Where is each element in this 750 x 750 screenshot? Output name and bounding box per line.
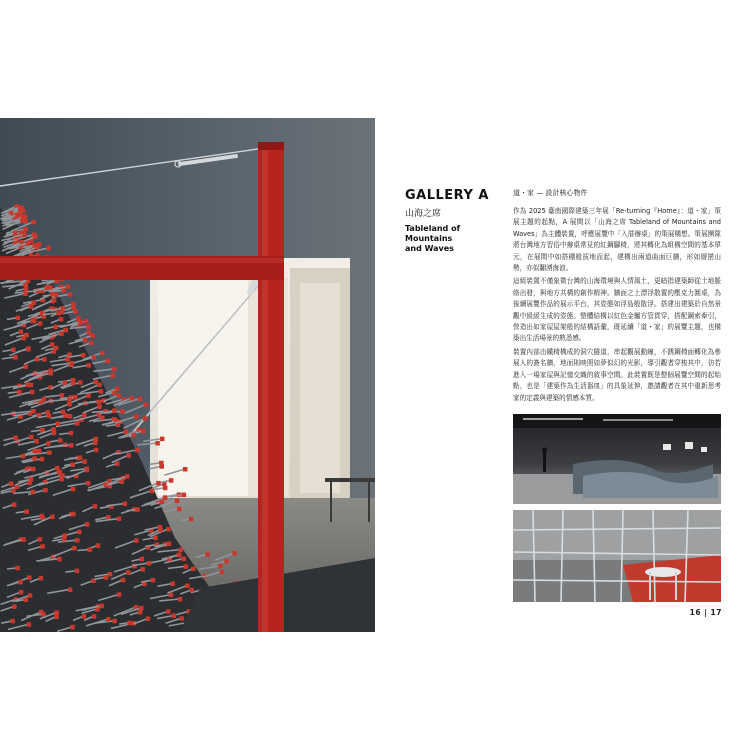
exhibition-hall-photo xyxy=(513,414,721,504)
gallery-name-en: Tableland of Mountains and Waves xyxy=(405,224,461,253)
gallery-heading xyxy=(405,188,495,254)
page-numbers: 16 | 17 xyxy=(689,608,722,617)
section-heading: 道・家 — 設計核心物件 xyxy=(513,189,588,197)
gallery-title: GALLERY A xyxy=(405,188,489,203)
installation-photo-left xyxy=(0,118,375,632)
gallery-name-cn: 山海之席 xyxy=(405,209,442,219)
paragraph-2: 這組裝置不僅象徵台灣的山海環境與人情風土，更暗指建築師從土地脈絡出發，與地方共構的創作精神。牆面之上漂浮散置的壓克力圓桌，為後續展覽作品的展示平台，其姿態如浮島般散浮。搭建出建築於自然景觀中緩緩生成的姿態。整體結構以紅色金屬方管貫穿，搭配鋼索牽引，營造出如家屋屋架般的結構語彙，既延續「道・家」的展覽主題，也構築出生活場景的熟悉感。 xyxy=(513,277,721,343)
body-text-column xyxy=(513,188,721,406)
paragraph-3: 裝置內部由鐵椅構成的洞穴隧道，串起觀展動線，不銹鋼椅面轉化為參展人的簽名牆，地面則映照如夢似幻的光影，導引觀者穿梭其中，彷若進入一場家屋與記憶交織的敘事空間。此裝置既是整個展覽空間的起始點，也是「建築作為生活器皿」的具象延伸，邀請觀者在其中重新思考家的定義與建築的情感本質。 xyxy=(513,347,721,402)
stool-structure-photo xyxy=(513,510,721,602)
red-frame-installation-image xyxy=(0,118,375,632)
paragraph-1: 作為 2025 臺南國際建築三年展「Re-turning『Home』：道・家」策展主題的起點，A 展間以「山海之席 Tableland of Mountains and Waves」為主體裝置，呼應展覽中「入厝辦桌」的策展構想。策展團隊將台灣地方習俗中辦桌常見的紅鋼腳椅，將其轉化為組構空間的基本單元，在展間中如搭棚般拔地而起，建構出兩道曲面巨牆，形如層巒山勢，亦似翻湧海浪。 xyxy=(513,207,721,273)
